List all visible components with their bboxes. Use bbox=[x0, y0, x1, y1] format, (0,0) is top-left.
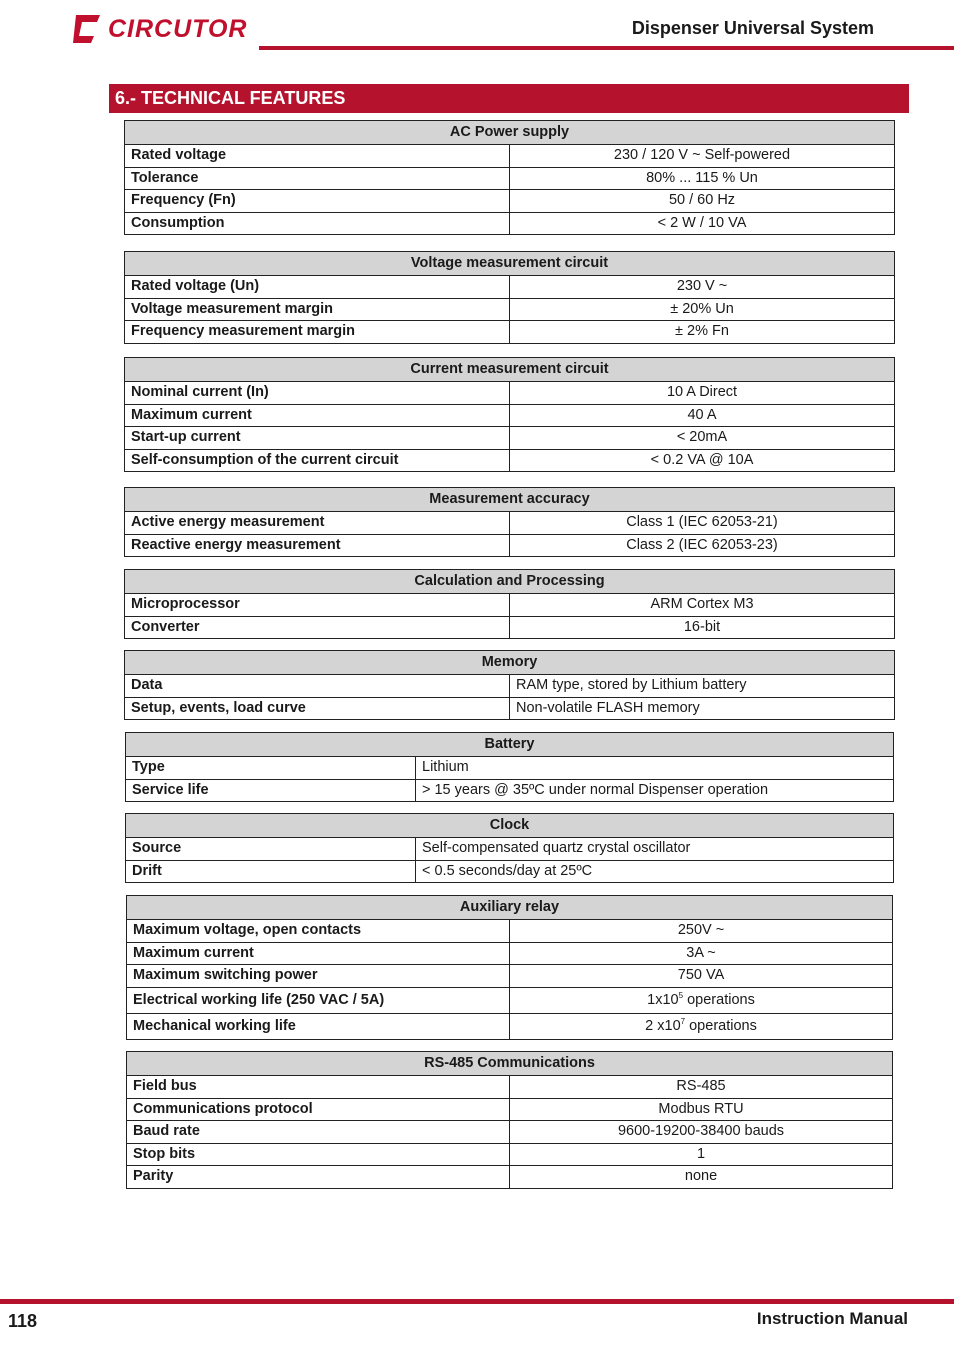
row-label: Converter bbox=[125, 616, 510, 639]
row-value bbox=[510, 1013, 893, 1039]
table-row bbox=[125, 276, 895, 299]
table-row bbox=[127, 942, 893, 965]
table-row bbox=[125, 534, 895, 557]
row-label: Mechanical working life bbox=[127, 1013, 510, 1039]
row-value: 9600-19200-38400 bauds bbox=[510, 1121, 893, 1144]
row-value: Modbus RTU bbox=[510, 1098, 893, 1121]
brand-name: CIRCUTOR bbox=[108, 14, 248, 43]
row-label: Drift bbox=[126, 860, 416, 883]
row-value: 40 A bbox=[510, 404, 895, 427]
header-rule bbox=[259, 46, 954, 50]
row-value: 750 VA bbox=[510, 965, 893, 988]
circutor-logo-icon bbox=[70, 12, 104, 46]
row-label: Nominal current (In) bbox=[125, 382, 510, 405]
row-value: ± 20% Un bbox=[510, 298, 895, 321]
row-value: < 0.2 VA @ 10A bbox=[510, 449, 895, 472]
table-row bbox=[125, 697, 895, 720]
table-heading: RS-485 Communications bbox=[127, 1052, 893, 1076]
table-row bbox=[126, 757, 894, 780]
table-row bbox=[126, 779, 894, 802]
manual-title: Instruction Manual bbox=[756, 1309, 908, 1328]
table-row bbox=[127, 965, 893, 988]
table-row bbox=[126, 860, 894, 883]
row-value: 50 / 60 Hz bbox=[510, 190, 895, 213]
table-memory bbox=[124, 650, 895, 720]
row-label: Communications protocol bbox=[127, 1098, 510, 1121]
table-row bbox=[125, 145, 895, 168]
row-value: ± 2% Fn bbox=[510, 321, 895, 344]
row-label: Maximum current bbox=[125, 404, 510, 427]
row-label: Source bbox=[126, 838, 416, 861]
row-label: Parity bbox=[127, 1166, 510, 1189]
value-exponent: 5 bbox=[678, 990, 684, 1000]
row-value: Non-volatile FLASH memory bbox=[510, 697, 895, 720]
table-row bbox=[125, 167, 895, 190]
row-label: Electrical working life (250 VAC / 5A) bbox=[127, 987, 510, 1013]
brand-logo bbox=[70, 10, 247, 48]
row-value: < 2 W / 10 VA bbox=[510, 212, 895, 235]
table-row bbox=[125, 675, 895, 698]
row-label: Frequency measurement margin bbox=[125, 321, 510, 344]
table-row bbox=[125, 190, 895, 213]
row-label: Active energy measurement bbox=[125, 512, 510, 535]
table-heading: Calculation and Processing bbox=[125, 570, 895, 594]
table-row bbox=[125, 404, 895, 427]
table-ac-power-supply bbox=[124, 120, 895, 235]
row-value: Class 2 (IEC 62053-23) bbox=[510, 534, 895, 557]
value-tail: operations bbox=[685, 1017, 757, 1034]
table-heading: Measurement accuracy bbox=[125, 488, 895, 512]
row-label: Data bbox=[125, 675, 510, 698]
row-label: Start-up current bbox=[125, 427, 510, 450]
row-value: Lithium bbox=[416, 757, 894, 780]
table-voltage-measurement bbox=[124, 251, 895, 344]
value-base: 1x10 bbox=[647, 991, 679, 1008]
row-label: Self-consumption of the current circuit bbox=[125, 449, 510, 472]
row-value: Self-compensated quartz crystal oscillator bbox=[416, 838, 894, 861]
row-value: 230 / 120 V ~ Self-powered bbox=[510, 145, 895, 168]
document-title: Dispenser Universal System bbox=[631, 18, 874, 38]
row-label: Setup, events, load curve bbox=[125, 697, 510, 720]
row-label: Rated voltage bbox=[125, 145, 510, 168]
table-row bbox=[125, 298, 895, 321]
table-row bbox=[127, 1076, 893, 1099]
table-row bbox=[125, 382, 895, 405]
table-row bbox=[127, 1013, 893, 1039]
row-label: Service life bbox=[126, 779, 416, 802]
table-row bbox=[127, 1121, 893, 1144]
table-calculation-processing bbox=[124, 569, 895, 639]
table-row bbox=[125, 512, 895, 535]
value-exponent: 7 bbox=[680, 1016, 686, 1026]
footer-rule bbox=[0, 1299, 954, 1304]
table-row bbox=[127, 1098, 893, 1121]
page-number: 118 bbox=[8, 1311, 38, 1331]
table-heading: Current measurement circuit bbox=[125, 358, 895, 382]
table-row bbox=[127, 987, 893, 1013]
row-value: 16-bit bbox=[510, 616, 895, 639]
row-value: none bbox=[510, 1166, 893, 1189]
row-label: Rated voltage (Un) bbox=[125, 276, 510, 299]
table-row bbox=[125, 427, 895, 450]
row-value: RAM type, stored by Lithium battery bbox=[510, 675, 895, 698]
value-base: 2 x10 bbox=[645, 1017, 681, 1034]
row-value: 1 bbox=[510, 1143, 893, 1166]
table-heading: AC Power supply bbox=[125, 121, 895, 145]
table-row bbox=[125, 594, 895, 617]
value-tail: operations bbox=[683, 991, 755, 1008]
table-current-measurement bbox=[124, 357, 895, 472]
row-label: Frequency (Fn) bbox=[125, 190, 510, 213]
table-auxiliary-relay bbox=[126, 895, 893, 1040]
row-label: Type bbox=[126, 757, 416, 780]
table-row bbox=[125, 212, 895, 235]
table-row bbox=[127, 920, 893, 943]
row-value: 230 V ~ bbox=[510, 276, 895, 299]
table-heading: Auxiliary relay bbox=[127, 896, 893, 920]
row-value: > 15 years @ 35ºC under normal Dispenser operation bbox=[416, 779, 894, 802]
row-value: ARM Cortex M3 bbox=[510, 594, 895, 617]
table-row bbox=[125, 321, 895, 344]
table-clock bbox=[125, 813, 894, 883]
row-value: < 20mA bbox=[510, 427, 895, 450]
row-value: 80% ... 115 % Un bbox=[510, 167, 895, 190]
table-row bbox=[125, 449, 895, 472]
table-battery bbox=[125, 732, 894, 802]
section-title: 6.- TECHNICAL FEATURES bbox=[109, 84, 909, 113]
row-label: Baud rate bbox=[127, 1121, 510, 1144]
row-label: Stop bits bbox=[127, 1143, 510, 1166]
row-label: Tolerance bbox=[125, 167, 510, 190]
table-rs485-communications bbox=[126, 1051, 893, 1189]
row-label: Maximum voltage, open contacts bbox=[127, 920, 510, 943]
table-heading: Clock bbox=[126, 814, 894, 838]
row-value: 3A ~ bbox=[510, 942, 893, 965]
table-row bbox=[127, 1143, 893, 1166]
table-measurement-accuracy bbox=[124, 487, 895, 557]
table-row bbox=[125, 616, 895, 639]
table-heading: Memory bbox=[125, 651, 895, 675]
table-heading: Battery bbox=[126, 733, 894, 757]
table-row bbox=[126, 838, 894, 861]
row-label: Microprocessor bbox=[125, 594, 510, 617]
row-label: Maximum current bbox=[127, 942, 510, 965]
row-label: Maximum switching power bbox=[127, 965, 510, 988]
row-value: Class 1 (IEC 62053-21) bbox=[510, 512, 895, 535]
table-heading: Voltage measurement circuit bbox=[125, 252, 895, 276]
row-label: Reactive energy measurement bbox=[125, 534, 510, 557]
table-row bbox=[127, 1166, 893, 1189]
row-value: 10 A Direct bbox=[510, 382, 895, 405]
row-value: 250V ~ bbox=[510, 920, 893, 943]
row-value bbox=[510, 987, 893, 1013]
row-label: Consumption bbox=[125, 212, 510, 235]
row-label: Voltage measurement margin bbox=[125, 298, 510, 321]
row-value: < 0.5 seconds/day at 25ºC bbox=[416, 860, 894, 883]
row-value: RS-485 bbox=[510, 1076, 893, 1099]
row-label: Field bus bbox=[127, 1076, 510, 1099]
